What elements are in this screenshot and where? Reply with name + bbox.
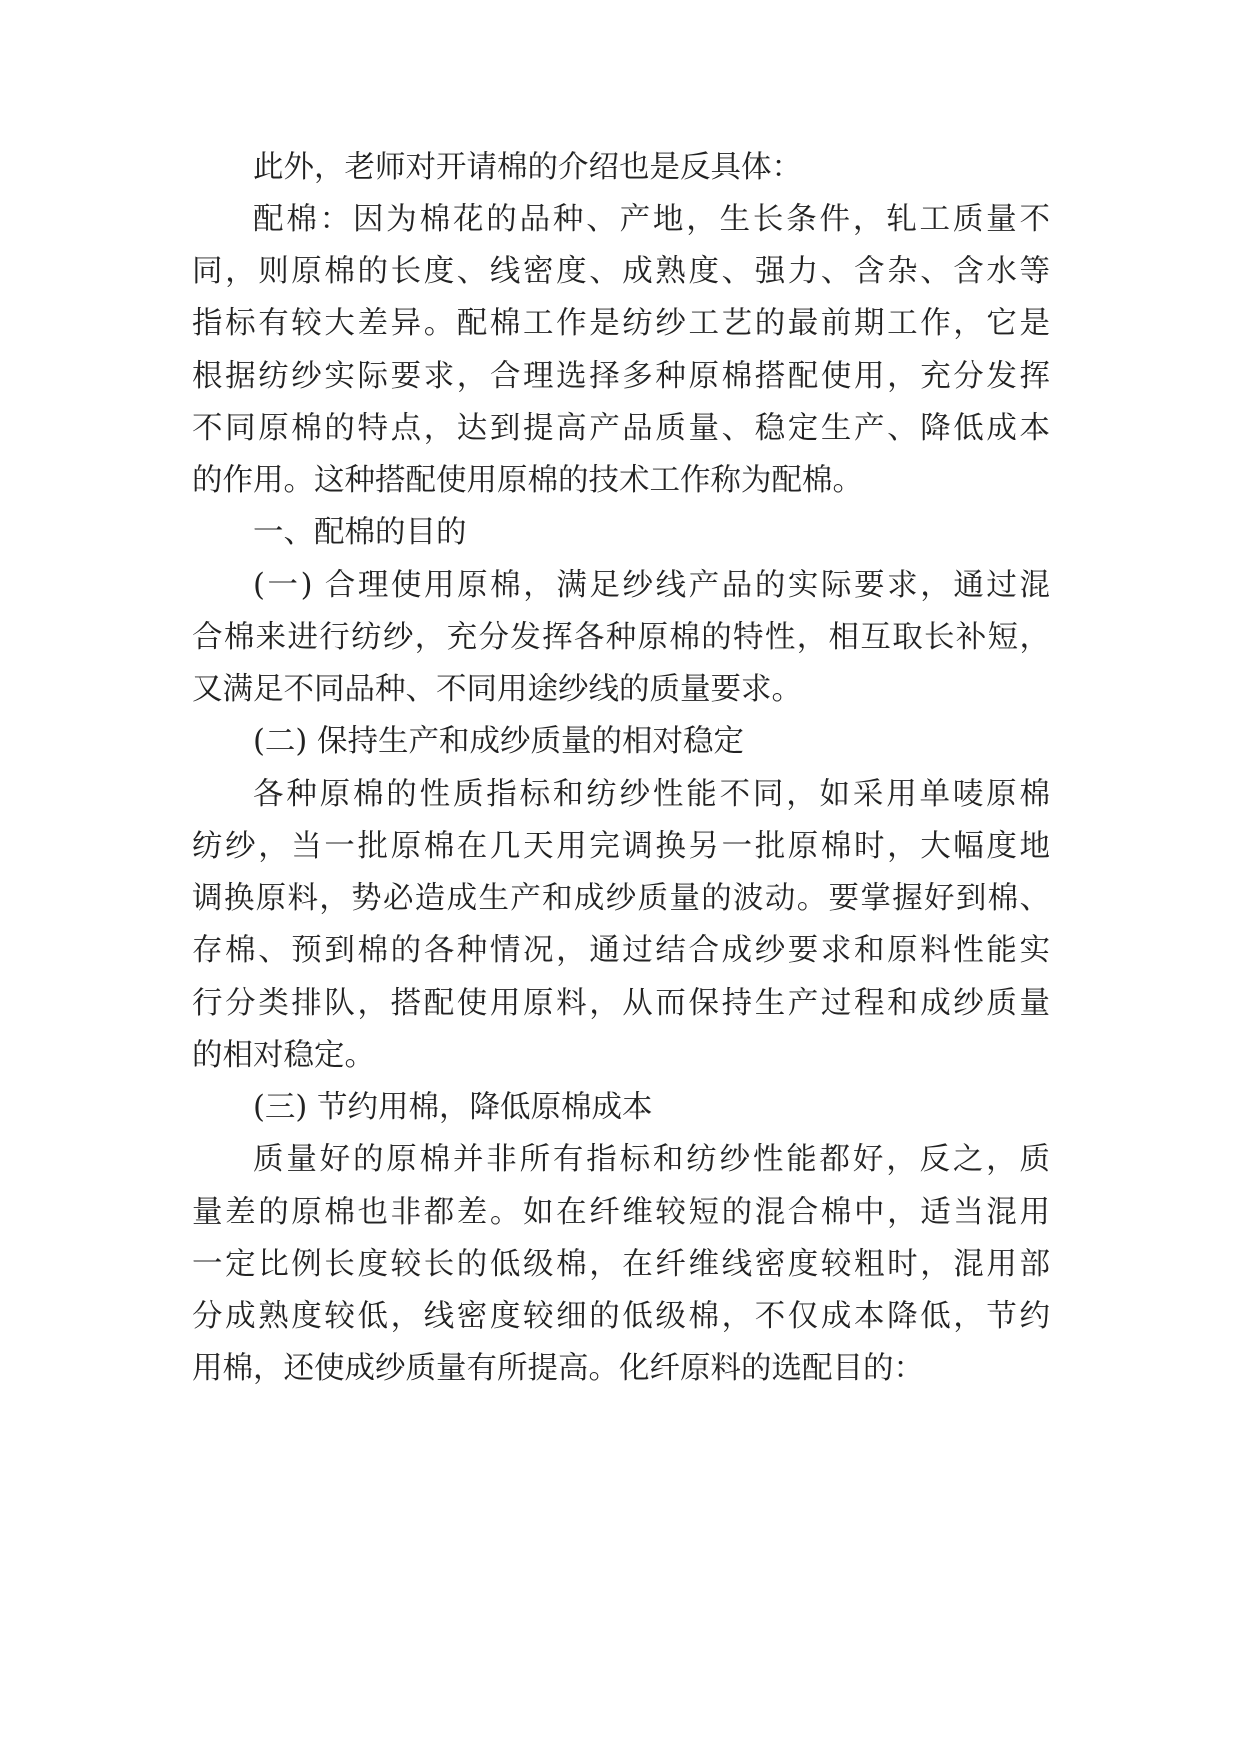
text-line: 分成熟度较低，线密度较细的低级棉，不仅成本降低，节约 xyxy=(192,1299,1050,1334)
text-line: 的相对稳定。 xyxy=(192,1038,375,1073)
text-line: 量差的原棉也非都差。如在纤维较短的混合棉中，适当混用 xyxy=(192,1195,1050,1230)
text-line: 各种原棉的性质指标和纺纱性能不同，如采用单唛原棉 xyxy=(253,777,1050,812)
text-line: 用棉，还使成纱质量有所提高。化纤原料的选配目的： xyxy=(192,1351,924,1386)
text-line: 不同原棉的特点，达到提高产品质量、稳定生产、降低成本 xyxy=(192,411,1050,446)
subsection-heading: (三) 节约用棉，降低原棉成本 xyxy=(253,1090,653,1125)
text-line: 根据纺纱实际要求，合理选择多种原棉搭配使用，充分发挥 xyxy=(192,359,1050,394)
text-line: 质量好的原棉并非所有指标和纺纱性能都好，反之，质 xyxy=(253,1142,1050,1177)
text-line: 同，则原棉的长度、线密度、成熟度、强力、含杂、含水等 xyxy=(192,254,1050,289)
text-line: (一) 合理使用原棉，满足纱线产品的实际要求，通过混 xyxy=(253,568,1050,603)
text-line: 调换原料，势必造成生产和成纱质量的波动。要掌握好到棉、 xyxy=(192,881,1050,916)
text-line: 的作用。这种搭配使用原棉的技术工作称为配棉。 xyxy=(192,463,863,498)
text-line: 合棉来进行纺纱，充分发挥各种原棉的特性，相互取长补短， xyxy=(192,620,1050,655)
subsection-heading: (二) 保持生产和成纱质量的相对稳定 xyxy=(253,724,744,759)
section-heading: 一、配棉的目的 xyxy=(253,515,467,550)
text-line: 此外，老师对开请棉的介绍也是反具体： xyxy=(253,150,802,185)
text-line: 配棉：因为棉花的品种、产地，生长条件，轧工质量不 xyxy=(253,202,1050,237)
text-line: 又满足不同品种、不同用途纱线的质量要求。 xyxy=(192,672,802,707)
text-line: 行分类排队，搭配使用原料，从而保持生产过程和成纱质量 xyxy=(192,986,1050,1021)
text-line: 存棉、预到棉的各种情况，通过结合成纱要求和原料性能实 xyxy=(192,933,1050,968)
text-line: 一定比例长度较长的低级棉，在纤维线密度较粗时，混用部 xyxy=(192,1247,1050,1282)
text-line: 指标有较大差异。配棉工作是纺纱工艺的最前期工作，它是 xyxy=(192,306,1050,341)
text-line: 纺纱，当一批原棉在几天用完调换另一批原棉时，大幅度地 xyxy=(192,829,1050,864)
